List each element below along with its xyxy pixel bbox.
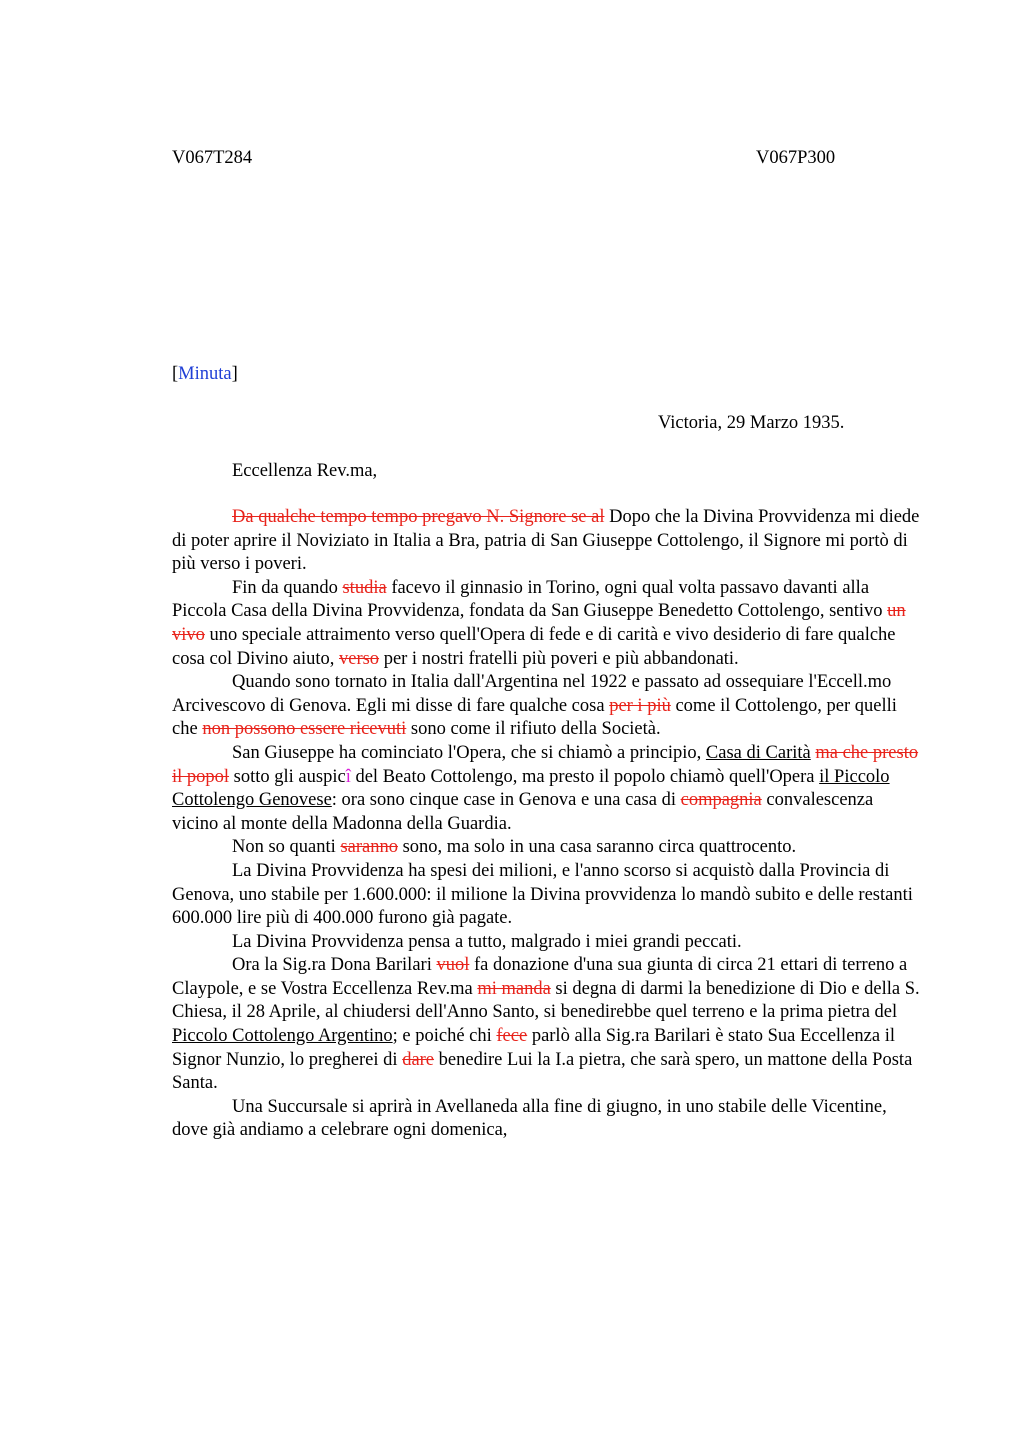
text-segment: Fin da quando <box>232 577 343 598</box>
deleted-text: saranno <box>340 837 398 858</box>
document-codes <box>172 145 924 171</box>
deleted-text: per i più <box>609 695 671 716</box>
paragraph <box>172 742 924 836</box>
text-segment: Dopo che la Divina Provvidenza mi diede di poter aprire il Noviziato in Italia a Bra, patria di San Giuseppe Cottolengo, il Signore mi portò di più verso i poveri. <box>172 507 920 575</box>
paragraph <box>172 836 924 860</box>
deleted-text: fece <box>496 1026 528 1047</box>
deleted-text: Da qualche tempo tempo pregavo N. Signore se al <box>232 507 605 527</box>
letter-page <box>172 145 924 1141</box>
text-segment: Ora la Sig.ra Dona Barilari <box>232 955 437 976</box>
paragraph <box>172 931 924 955</box>
code-left: V067T284 <box>172 148 253 168</box>
minuta-label <box>172 361 238 387</box>
minuta-link[interactable]: Minuta <box>178 364 232 384</box>
text-segment: sono come il rifiuto della Società. <box>406 719 661 740</box>
text-segment: come il Cottolengo, per quelli che <box>172 695 897 740</box>
text-segment: : ora sono cinque case in Genova e una casa di <box>331 790 681 811</box>
deleted-text: non possono essere ricevuti <box>202 719 407 740</box>
text-segment: parlò alla Sig.ra Barilari è stato Sua Eccellenza il Signor Nunzio, lo pregherei di <box>172 1026 895 1070</box>
text-segment: del Beato Cottolengo, ma presto il popolo chiamò quell'Opera <box>350 766 820 787</box>
letter-date: Victoria, 29 Marzo 1935. <box>658 413 845 433</box>
text-segment: convalescenza vicino al monte della Madonna della Guardia. <box>172 790 874 834</box>
text-segment: si degna di darmi la benedizione di Dio e della S. Chiesa, il 28 Aprile, al chiudersi dell'Anno Santo, si benedirebbe quel terreno e la prima pietra del <box>172 978 920 1023</box>
deleted-text: compagnia <box>680 790 762 811</box>
paragraph <box>172 671 924 742</box>
deleted-text: studia <box>342 577 387 598</box>
paragraph <box>172 1096 924 1143</box>
text-segment: San Giuseppe ha cominciato l'Opera, che si chiamò a principio, <box>232 742 706 763</box>
underlined-text: Piccolo Cottolengo Argentino <box>172 1026 393 1047</box>
text-segment: sotto gli auspic <box>229 766 346 787</box>
minuta-open-bracket: [ <box>172 364 179 384</box>
paragraph <box>172 954 924 1096</box>
text-segment: La Divina Provvidenza ha spesi dei milioni, e l'anno scorso si acquistò dalla Provincia di Genova, uno stabile per 1.600.000: il milione la Divina provvidenza lo mandò subito e delle restanti 600.000 lire più di 400.000 furono già pagate. <box>172 860 913 929</box>
deleted-text: ma che presto il popol <box>172 742 919 787</box>
letter-body <box>172 506 924 1143</box>
text-segment: per i nostri fratelli più poveri e più abbandonati. <box>379 648 739 669</box>
text-segment: fa donazione d'una sua giunta di circa 21 ettari di terreno a Claypole, e se Vostra Eccellenza Rev.ma <box>172 955 908 999</box>
code-right: V067P300 <box>756 148 836 168</box>
text-segment: Non so quanti <box>232 837 341 858</box>
text-segment: La Divina Provvidenza pensa a tutto, malgrado i miei grandi peccati. <box>232 931 742 952</box>
paragraph <box>172 577 924 671</box>
text-segment: benedire Lui la I.a pietra, che sarà spero, un mattone della Posta Santa. <box>172 1049 913 1094</box>
deleted-text: verso <box>338 648 380 669</box>
text-segment: facevo il ginnasio in Torino, ogni qual volta passavo davanti alla Piccola Casa della Divina Provvidenza, fondata da San Giuseppe Benedetto Cottolengo, sentivo <box>172 577 888 622</box>
minuta-close-bracket: ] <box>231 364 238 384</box>
deleted-text: un vivo <box>172 601 906 645</box>
text-segment: Quando sono tornato in Italia dall'Argentina nel 1922 e passato ad ossequiare l'Eccell.mo Arcivescovo di Genova. Egli mi disse di fare qualche cosa <box>172 672 892 716</box>
deleted-text: dare <box>402 1049 435 1070</box>
deleted-text: vuol <box>436 955 470 976</box>
underlined-text: Casa di Carità <box>705 742 811 763</box>
inserted-text: î <box>345 766 351 787</box>
underlined-text: il Piccolo Cottolengo Genovese <box>172 766 890 811</box>
paragraph <box>172 860 924 931</box>
deleted-text: mi manda <box>477 978 551 999</box>
text-segment: sono, ma solo in una casa saranno circa quattrocento. <box>397 837 797 858</box>
text-segment: Una Succursale si aprirà in Avellaneda alla fine di giugno, in uno stabile delle Vicentine, dove già andiamo a celebrare ogni domenica, <box>172 1096 887 1141</box>
text-segment: ; e poiché chi <box>392 1026 497 1047</box>
salutation: Eccellenza Rev.ma, <box>232 461 378 481</box>
paragraph <box>172 506 924 577</box>
text-segment: uno speciale attraimento verso quell'Opera di fede e di carità e vivo desiderio di fare qualche cosa col Divino aiuto, <box>172 624 896 669</box>
